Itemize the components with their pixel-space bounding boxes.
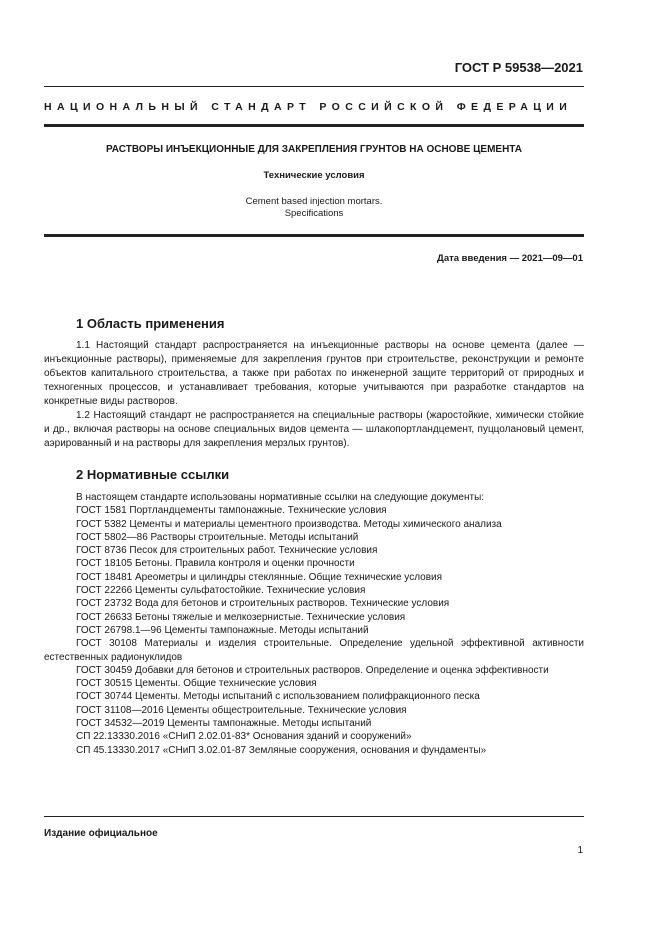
- reference-item: ГОСТ 22266 Цементы сульфатостойкие. Технические условия: [76, 585, 366, 597]
- reference-item: ГОСТ 18105 Бетоны. Правила контроля и оценки прочности: [76, 558, 355, 570]
- english-title-line1: Cement based injection mortars.: [245, 196, 383, 207]
- official-edition-label: Издание официальное: [44, 828, 158, 839]
- section2-heading: 2 Нормативные ссылки: [76, 467, 230, 482]
- national-standard-heading: НАЦИОНАЛЬНЫЙ СТАНДАРТ РОССИЙСКОЙ ФЕДЕРАЦИИ: [44, 101, 573, 113]
- reference-item: ГОСТ 18481 Ареометры и цилиндры стеклянные. Общие технические условия: [76, 571, 443, 583]
- english-title-line2: Specifications: [284, 208, 344, 219]
- reference-item: ГОСТ 1581 Портландцементы тампонажные. Технические условия: [76, 505, 387, 517]
- reference-item: СП 22.13330.2016 «СНиП 2.02.01-83* Основания зданий и сооружений»: [76, 731, 412, 743]
- paragraph-1-1: 1.1 Настоящий стандарт распространяется на инъекционные растворы на основе цемента (далее — инъекционные растворы), применяемые для закрепления грунтов при строительстве, реконструкции и ремонте объектов капитального строительства, а также при работах по инженерной защите территорий от природных и техногенных процессов, и устанавливает требования, которые учитываются при разработке стандартов на конкретные виды растворов.: [44, 340, 584, 407]
- footer-divider: [44, 816, 584, 817]
- page-number: 1: [577, 845, 583, 856]
- title-top-rule: [44, 124, 584, 127]
- document-title: РАСТВОРЫ ИНЪЕКЦИОННЫЕ ДЛЯ ЗАКРЕПЛЕНИЯ ГРУНТОВ НА ОСНОВЕ ЦЕМЕНТА: [105, 144, 523, 155]
- reference-item: ГОСТ 30459 Добавки для бетонов и строительных растворов. Определение и оценка эффективности: [76, 664, 549, 676]
- document-subtitle: Технические условия: [263, 170, 365, 181]
- title-bottom-rule: [44, 234, 584, 237]
- reference-item: ГОСТ 30108 Материалы и изделия строительные. Определение удельной эффективной активности естественных радионуклидов: [44, 638, 584, 663]
- reference-item: ГОСТ 5802—86 Растворы строительные. Методы испытаний: [76, 531, 359, 543]
- introduction-date: Дата введения — 2021—09—01: [437, 253, 583, 264]
- reference-item: ГОСТ 31108—2016 Цементы общестроительные. Технические условия: [76, 704, 407, 716]
- reference-item: ГОСТ 8736 Песок для строительных работ. Технические условия: [76, 545, 378, 557]
- reference-item: ГОСТ 34532—2019 Цементы тампонажные. Методы испытаний: [76, 718, 372, 730]
- reference-item: ГОСТ 26798.1—96 Цементы тампонажные. Методы испытаний: [76, 624, 369, 636]
- reference-item: ГОСТ 5382 Цементы и материалы цементного производства. Методы химического анализа: [76, 518, 502, 530]
- header-divider: [44, 86, 584, 87]
- references-intro: В настоящем стандарте использованы нормативные ссылки на следующие документы:: [76, 492, 485, 503]
- reference-item: ГОСТ 30515 Цементы. Общие технические условия: [76, 678, 317, 690]
- reference-item: ГОСТ 30744 Цементы. Методы испытаний с использованием полифракционного песка: [76, 691, 480, 703]
- reference-item: ГОСТ 23732 Вода для бетонов и строительных растворов. Технические условия: [76, 598, 450, 610]
- reference-item: СП 45.13330.2017 «СНиП 3.02.01-87 Земляные сооружения, основания и фундаменты»: [76, 744, 487, 756]
- paragraph-1-2: 1.2 Настоящий стандарт не распространяется на специальные растворы (жаростойкие, химически стойкие и др., включая растворы на основе специальных видов цемента — шлакопортландцемент, пуццолановый цемент, аэрированный и на растворы для закрепления мерзлых грунтов).: [44, 410, 584, 449]
- standard-number: ГОСТ Р 59538—2021: [454, 60, 583, 75]
- section1-body: [44, 339, 584, 451]
- section1-heading: 1 Область применения: [76, 316, 225, 331]
- references-list: [44, 491, 584, 757]
- reference-item: ГОСТ 26633 Бетоны тяжелые и мелкозернистые. Технические условия: [76, 611, 406, 623]
